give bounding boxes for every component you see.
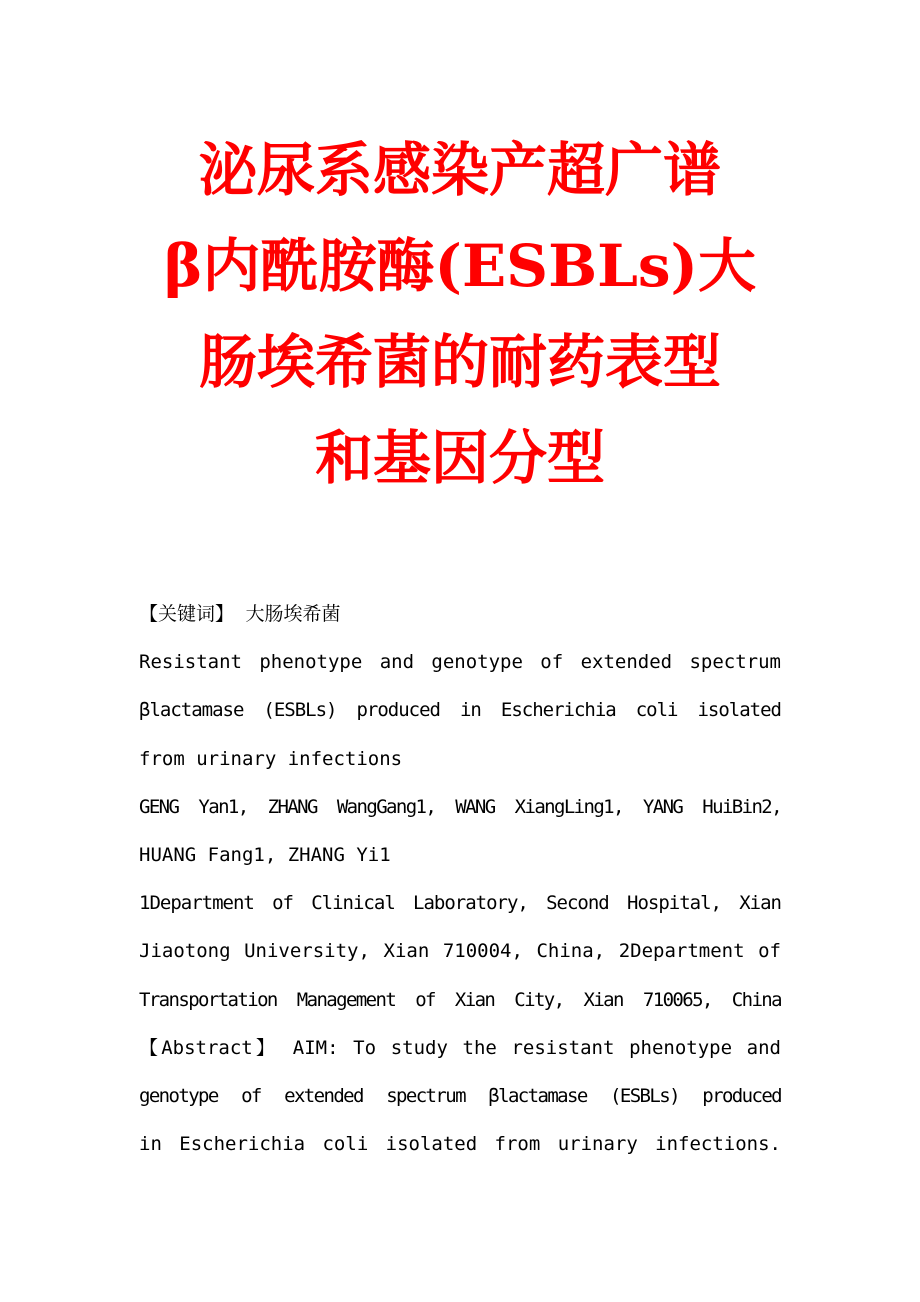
affiliation-line-1: 1Department of Clinical Laboratory, Second Hospital, Xian (139, 892, 781, 915)
title-line-2: β内酰胺酶(ESBLs)大 (164, 232, 756, 300)
english-title-line-2: βlactamase (ESBLs) produced in Escherichia coli isolated (139, 699, 781, 722)
authors-line-2: HUANG Fang1, ZHANG Yi1 (139, 843, 391, 866)
abstract-line-2: genotype of extended spectrum βlactamase (ESBLs) produced (139, 1084, 781, 1107)
affiliation-line-2: Jiaotong University, Xian 710004, China, 2Department of (139, 940, 781, 963)
title-line-4: 和基因分型 (314, 424, 605, 492)
authors-line-1: GENG Yan1, ZHANG WangGang1, WANG XiangLing1, YANG HuiBin2, (139, 795, 781, 818)
affiliation-line-3: Transportation Management of Xian City, Xian 710065, China (139, 988, 781, 1011)
english-title-line-1: Resistant phenotype and genotype of extended spectrum (139, 651, 781, 674)
abstract-line-1: 【Abstract】 AIM: To study the resistant phenotype and (139, 1036, 781, 1059)
document-title (140, 122, 780, 506)
document-body (139, 590, 781, 1168)
keywords-line: 【关键词】 大肠埃希菌 (139, 603, 341, 625)
title-line-1: 泌尿系感染产超广谱 (198, 136, 721, 204)
english-title-line-3: from urinary infections (139, 747, 403, 770)
title-line-3: 肠埃希菌的耐药表型 (198, 328, 721, 396)
abstract-line-3: in Escherichia coli isolated from urinary infections. (139, 1133, 781, 1156)
